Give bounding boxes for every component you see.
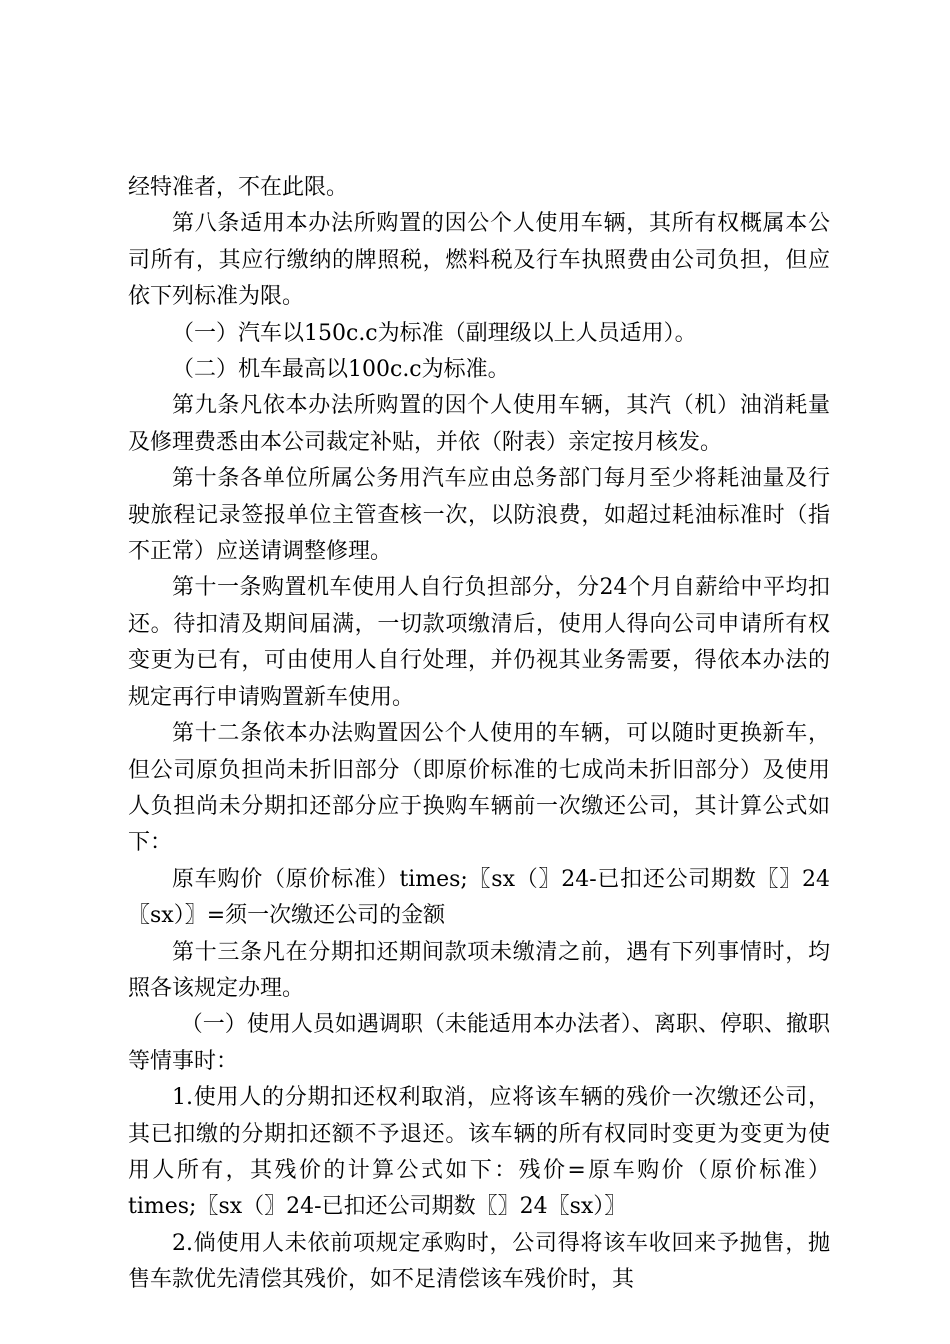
document-body	[128, 170, 830, 1299]
paragraph-article-10: 第十条各单位所属公务用汽车应由总务部门每月至少将耗油量及行驶旅程记录签报单位主管查核一次，以防浪费，如超过耗油标准时（指不正常）应送请调整修理。	[128, 466, 830, 565]
paragraph-article-13-item-1-point-2: 2.倘使用人未依前项规定承购时，公司得将该车收回来予抛售，抛售车款优先清偿其残价，如不足清偿该车残价时，其	[128, 1230, 830, 1293]
paragraph-article-13-item-1-point-1: 1.使用人的分期扣还权利取消，应将该车辆的残价一次缴还公司，其已扣缴的分期扣还额不予退还。该车辆的所有权同时变更为变更为使用人所有，其残价的计算公式如下：残价=原车购价（原价标准）times;〖sx（〗24-已扣还公司期数〖〗24〖sx）〗	[128, 1085, 830, 1220]
paragraph-article-8-item-1: （一）汽车以150c.c为标准（副理级以上人员适用）。	[172, 320, 697, 346]
paragraph-article-8: 第八条适用本办法所购置的因公个人使用车辆，其所有权概属本公司所有，其应行缴纳的牌照税，燃料税及行车执照费由公司负担，但应依下列标准为限。	[128, 211, 830, 310]
paragraph-article-12: 第十二条依本办法购置因公个人使用的车辆，可以随时更换新车，但公司原负担尚未折旧部分（即原价标准的七成尚未折旧部分）及使用人负担尚未分期扣还部分应于换购车辆前一次缴还公司，其计算公式如下：	[128, 721, 830, 856]
paragraph-article-8-item-2: （二）机车最高以100c.c为标准。	[172, 357, 510, 383]
paragraph-formula-repayment: 原车购价（原价标准）times;〖sx（〗24-已扣还公司期数〖〗24〖sx）〗=须一次缴还公司的金额	[128, 866, 830, 929]
paragraph-article-13: 第十三条凡在分期扣还期间款项未缴清之前，遇有下列事情时，均照各该规定办理。	[128, 939, 830, 1001]
paragraph-continuation: 经特准者，不在此限。	[128, 175, 349, 200]
paragraph-article-13-item-1: （一）使用人员如遇调职（未能适用本办法者）、离职、停职、撤职等情事时：	[128, 1012, 830, 1074]
paragraph-article-11: 第十一条购置机车使用人自行负担部分，分24个月自薪给中平均扣还。待扣清及期间届满，一切款项缴清后，使用人得向公司申请所有权变更为已有，可由使用人自行处理，并仍视其业务需要，得依本办法的规定再行申请购置新车使用。	[128, 575, 830, 710]
paragraph-article-9: 第九条凡依本办法所购置的因个人使用车辆，其汽（机）油消耗量及修理费悉由本公司裁定补贴，并依（附表）亲定按月核发。	[128, 393, 830, 455]
